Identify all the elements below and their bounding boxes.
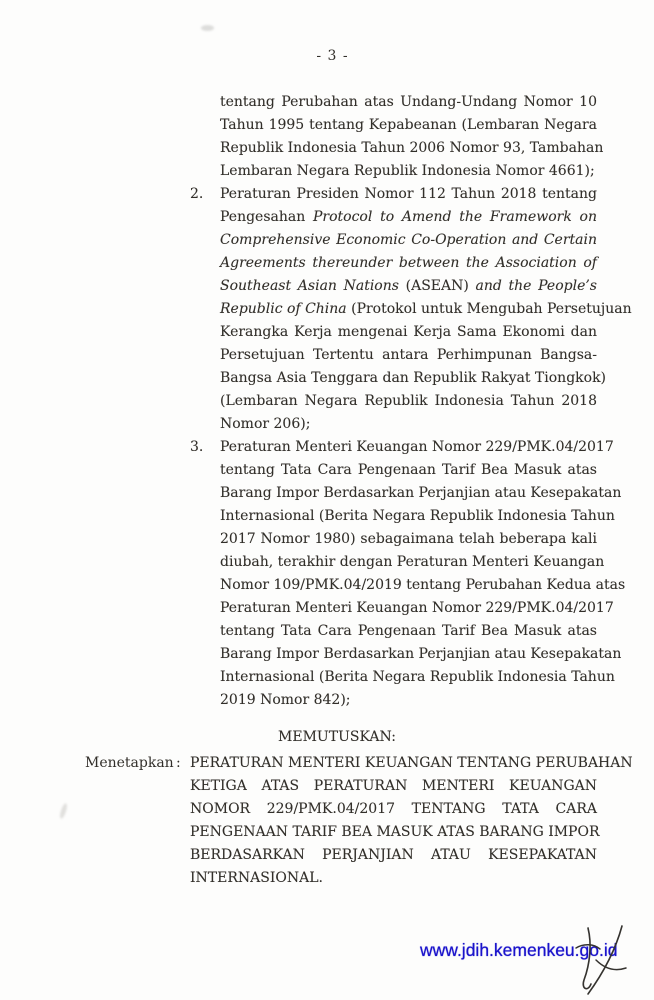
text-run: diubah, terakhir dengan Peraturan Menteri Keuangan: [220, 554, 605, 570]
text-run: Comprehensive Economic Co-Operation and Certain: [220, 232, 597, 248]
page-number: - 3 -: [316, 48, 349, 64]
text-line: [220, 620, 597, 643]
memutuskan-heading: MEMUTUSKAN:: [278, 729, 396, 745]
text-line: [220, 597, 614, 620]
text-run: tentang Perubahan atas Undang-Undang Nomor 10: [220, 94, 597, 110]
text-run: Republic of China: [220, 301, 347, 317]
text-run: Peraturan Menteri Keuangan Nomor 229/PMK.04/2017: [220, 439, 614, 455]
text-run: Bangsa Asia Tenggara dan Republik Rakyat Tiongkok): [220, 370, 607, 386]
text-run: PENGENAAN TARIF BEA MASUK ATAS BARANG IMPOR: [190, 824, 600, 840]
text-line: [220, 528, 597, 551]
text-run: (Lembaran Negara Republik Indonesia Tahun 2018: [220, 393, 597, 409]
text-run: tentang Tata Cara Pengenaan Tarif Bea Masuk atas: [220, 462, 597, 478]
text-line: [220, 689, 597, 712]
text-line: [220, 666, 615, 689]
menetapkan-label: Menetapkan: [85, 755, 174, 771]
item-number: 3.: [190, 439, 204, 455]
text-run: Kerangka Kerja mengenai Kerja Sama Ekonomi dan: [220, 324, 597, 340]
consideration-item-2: [190, 183, 632, 436]
text-run: Internasional (Berita Negara Republik Indonesia Tahun: [220, 508, 615, 524]
text-run: Internasional (Berita Negara Republik Indonesia Tahun: [220, 669, 615, 685]
text-run: NOMOR 229/PMK.04/2017 TENTANG TATA CARA: [190, 801, 597, 817]
item-text: [220, 436, 626, 712]
watermark-link[interactable]: www.jdih.kemenkeu.go.id: [420, 940, 618, 960]
text-line: [220, 183, 597, 206]
item-text: [220, 183, 632, 436]
text-run: 2017 Nomor 1980) sebagaimana telah beberapa kali: [220, 531, 597, 547]
scan-smudge-left: [59, 803, 69, 820]
text-run: Protocol to Amend the Framework on: [313, 209, 598, 225]
consideration-item-3: [190, 436, 626, 712]
text-line: [220, 298, 632, 321]
text-run: Peraturan Menteri Keuangan Nomor 229/PMK.04/2017: [220, 600, 614, 616]
text-run: 2019 Nomor 842);: [220, 692, 351, 708]
text-run: Barang Impor Berdasarkan Perjanjian atau Kesepakatan: [220, 485, 622, 501]
text-line: [220, 344, 597, 367]
text-line: [220, 436, 614, 459]
text-line: [220, 229, 597, 252]
text-run: INTERNASIONAL.: [190, 870, 323, 886]
text-run: BERDASARKAN PERJANJIAN ATAU KESEPAKATAN: [190, 847, 597, 863]
text-line: [220, 367, 607, 390]
text-line: [220, 390, 597, 413]
text-line: [220, 160, 597, 183]
text-run: Republik Indonesia Tahun 2006 Nomor 93, Tambahan: [220, 140, 604, 156]
item-text: [220, 91, 604, 183]
text-run: Southeast Asian Nations: [220, 278, 399, 294]
text-line: [220, 137, 604, 160]
text-run: Nomor 206);: [220, 416, 311, 432]
text-line: [190, 752, 633, 775]
text-line: [220, 206, 597, 229]
considerations-list: [190, 91, 632, 712]
text-line: [220, 321, 597, 344]
text-run: Lembaran Negara Republik Indonesia Nomor 4661);: [220, 163, 595, 179]
menetapkan-colon: :: [176, 755, 181, 771]
scan-smudge-top: [201, 25, 214, 31]
text-line: [220, 574, 626, 597]
text-line: [220, 643, 622, 666]
text-run: Persetujuan Tertentu antara Perhimpunan Bangsa-: [220, 347, 597, 363]
text-line: [220, 275, 597, 298]
text-line: [190, 798, 597, 821]
text-run: Agreements thereunder between the Association of: [220, 255, 597, 271]
text-run: Tahun 1995 tentang Kepabeanan (Lembaran Negara: [220, 117, 597, 133]
text-line: [220, 551, 605, 574]
text-line: [190, 821, 600, 844]
text-line: [190, 775, 597, 798]
text-run: KETIGA ATAS PERATURAN MENTERI KEUANGAN: [190, 778, 597, 794]
text-run: Pengesahan: [220, 209, 313, 225]
item-number: 2.: [190, 186, 204, 202]
text-run: (Protokol untuk Mengubah Persetujuan: [346, 301, 632, 317]
text-run: tentang Tata Cara Pengenaan Tarif Bea Masuk atas: [220, 623, 597, 639]
menetapkan-text: [190, 752, 633, 890]
item-number: [190, 91, 220, 183]
consideration-item-1: [190, 91, 604, 183]
text-run: Nomor 109/PMK.04/2019 tentang Perubahan Kedua atas: [220, 577, 626, 593]
text-line: [220, 114, 597, 137]
text-run: Barang Impor Berdasarkan Perjanjian atau Kesepakatan: [220, 646, 622, 662]
text-run: Peraturan Presiden Nomor 112 Tahun 2018 tentang: [220, 186, 597, 202]
text-line: [220, 413, 597, 436]
text-run: (ASEAN): [398, 278, 476, 294]
text-line: [220, 91, 597, 114]
text-line: [220, 505, 615, 528]
text-line: [190, 844, 597, 867]
text-run: and the People’s: [475, 278, 597, 294]
text-line: [220, 252, 597, 275]
text-run: PERATURAN MENTERI KEUANGAN TENTANG PERUBAHAN: [190, 755, 633, 771]
text-line: [190, 867, 597, 890]
text-line: [220, 482, 622, 505]
text-line: [220, 459, 597, 482]
